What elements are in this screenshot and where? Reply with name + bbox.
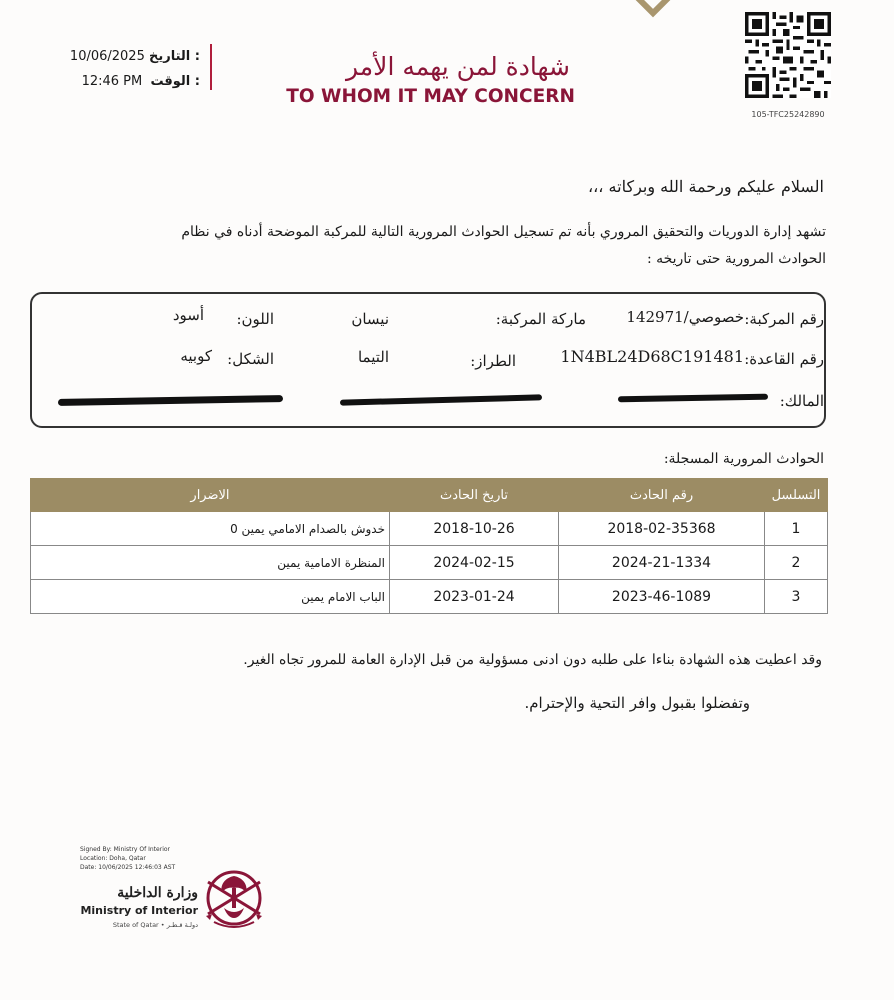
cell-incident-date: 2018-10-26 xyxy=(390,512,559,546)
ministry-name-english: Ministry of Interior xyxy=(80,904,198,917)
col-header-incident-number: رقم الحادث xyxy=(559,479,765,512)
time-label: الوقت : xyxy=(150,74,200,89)
table-row xyxy=(31,546,828,580)
header-divider xyxy=(210,44,212,90)
intro-line-2: الحوادث المرورية حتى تاريخه : xyxy=(646,251,826,267)
cell-damages: الباب الامام يمين xyxy=(31,580,390,614)
qr-code-icon xyxy=(745,12,831,98)
make-label: ماركة المركبة: xyxy=(495,310,586,328)
qr-code-id: 105-TFC25242890 xyxy=(751,110,825,119)
title-english: TO WHOM IT MAY CONCERN xyxy=(286,86,575,107)
signed-by: Signed By: Ministry Of Interior xyxy=(80,846,170,853)
cell-serial: 1 xyxy=(765,512,828,546)
closing-line-1: وقد اعطيت هذه الشهادة بناءا على طلبه دون ادنى مسؤولية من قبل الإدارة العامة للمرور تجاه الغير. xyxy=(243,652,822,668)
chassis-value: 1N4BL24D68C191481 xyxy=(560,347,744,366)
incidents-caption: الحوادث المرورية المسجلة: xyxy=(663,451,824,467)
cell-incident-number: 2023-46-1089 xyxy=(559,580,765,614)
intro-line-1: تشهد إدارة الدوريات والتحقيق المروري بأنه تم تسجيل الحوادث المرورية التالية للمركبة الموضحة أدناه في نظام xyxy=(181,224,826,240)
shape-label: الشكل: xyxy=(227,350,274,368)
cell-incident-date: 2023-01-24 xyxy=(390,580,559,614)
cell-incident-date: 2024-02-15 xyxy=(390,546,559,580)
model-label: الطراز: xyxy=(470,352,516,370)
col-header-incident-date: تاريخ الحادث xyxy=(390,479,559,512)
col-header-serial: التسلسل xyxy=(765,479,828,512)
closing-line-2: وتفضلوا بقبول وافر التحية والإحترام. xyxy=(524,694,750,712)
chassis-label: رقم القاعدة: xyxy=(744,350,824,368)
cell-serial: 2 xyxy=(765,546,828,580)
qatar-emblem-icon xyxy=(200,862,268,934)
signed-date: Date: 10/06/2025 12:46:03 AST xyxy=(80,864,176,871)
date-line xyxy=(30,49,200,64)
cell-damages: المنظرة الامامية يمين xyxy=(31,546,390,580)
color-value: أسود xyxy=(172,306,204,324)
greeting: السلام عليكم ورحمة الله وبركاته ،،، xyxy=(587,177,824,196)
state-of-qatar: State of Qatar • دولـة قـطـر xyxy=(112,921,198,929)
cell-serial: 3 xyxy=(765,580,828,614)
cell-damages: خدوش بالصدام الامامي يمين 0 xyxy=(31,512,390,546)
time-line xyxy=(30,74,200,89)
col-header-damages: الاضرار xyxy=(31,479,390,512)
shape-value: كوبيه xyxy=(180,347,212,365)
color-label: اللون: xyxy=(236,310,274,328)
plate-label: رقم المركبة: xyxy=(744,310,824,328)
table-row xyxy=(31,580,828,614)
signed-location: Location: Doha, Qatar xyxy=(80,855,146,862)
time-value: 12:46 PM xyxy=(81,74,143,89)
make-value: نيسان xyxy=(351,310,389,328)
ministry-name-arabic: وزارة الداخلية xyxy=(117,885,198,901)
cell-incident-number: 2018-02-35368 xyxy=(559,512,765,546)
model-value: التيما xyxy=(357,348,389,366)
owner-label: المالك: xyxy=(779,392,824,410)
table-row xyxy=(31,512,828,546)
date-label: التاريخ : xyxy=(149,49,200,64)
cell-incident-number: 2024-21-1334 xyxy=(559,546,765,580)
incidents-table xyxy=(30,478,828,614)
table-header-row xyxy=(31,479,828,512)
title-arabic: شهادة لمن يهمه الأمر xyxy=(346,52,570,81)
plate-value: خصوصي/142971 xyxy=(626,308,744,326)
date-value: 10/06/2025 xyxy=(69,49,145,64)
